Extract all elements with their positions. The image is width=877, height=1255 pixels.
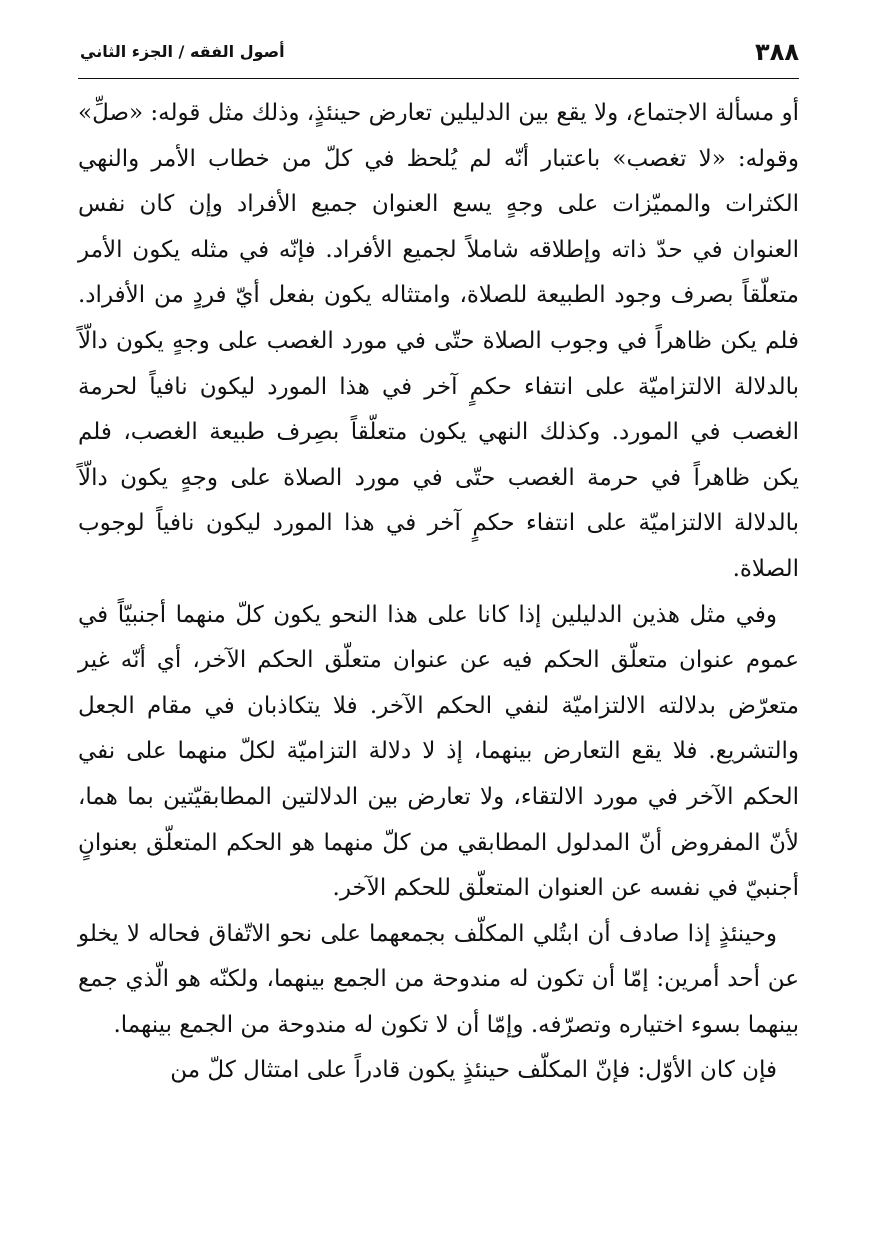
page-number: ٣٨٨ <box>755 38 799 66</box>
page-header <box>78 38 799 79</box>
paragraph: وفي مثل هذين الدليلين إذا كانا على هذا النحو يكون كلّ منهما أجنبيّاً في عموم عنوان متعلّق الحكم فيه عن عنوان متعلّق الحكم الآخر، أي أنّه غير متعرّض بدلالته الالتزاميّة لنفي الحكم الآخر. فلا يتكاذبان في مقام الجعل والتشريع. فلا يقع التعارض بينهما، إذ لا دلالة التزاميّة لكلّ منهما على نفي الحكم الآخر في مورد الالتقاء، ولا تعارض بين الدلالتين المطابقيّتين بما هما، لأنّ المفروض أنّ المدلول المطابقي من كلّ منهما هو الحكم المتعلّق بعنوانٍ أجنبيّ في نفسه عن العنوان المتعلّق للحكم الآخر. <box>78 601 799 902</box>
body-text <box>78 91 799 1094</box>
paragraph: وحينئذٍ إذا صادف أن ابتُلي المكلّف بجمعهما على نحو الاتّفاق فحاله لا يخلو عن أحد أمرين: إمّا أن تكون له مندوحة من الجمع بينهما، ولكنّه هو الّذي جمع بينهما بسوء اختياره وتصرّفه. وإمّا أن لا تكون له مندوحة من الجمع بينهما. <box>78 920 799 1038</box>
paragraph: أو مسألة الاجتماع، ولا يقع بين الدليلين تعارض حينئذٍ، وذلك مثل قوله: «صلِّ» وقوله: «لا تغصب» باعتبار أنّه لم يُلحظ في كلّ من خطاب الأمر والنهي الكثرات والمميّزات على وجهٍ يسع العنوان جميع الأفراد وإن كان نفس العنوان في حدّ ذاته وإطلاقه شاملاً لجميع الأفراد. فإنّه في مثله يكون الأمر متعلّقاً بصرف وجود الطبيعة للصلاة، وامتثاله يكون بفعل أيّ فردٍ من الأفراد. فلم يكن ظاهراً في وجوب الصلاة حتّى في مورد الغصب على وجهٍ يكون دالّاً بالدلالة الالتزاميّة على انتفاء حكمٍ آخر في هذا المورد ليكون نافياً لحرمة الغصب في المورد. وكذلك النهي يكون متعلّقاً بصِرف طبيعة الغصب، فلم يكن ظاهراً في حرمة الغصب حتّى في مورد الصلاة على وجهٍ يكون دالّاً بالدلالة الالتزاميّة على انتفاء حكمٍ آخر في هذا المورد ليكون نافياً لوجوب الصلاة. <box>78 100 799 582</box>
paragraph: فإن كان الأوّل: فإنّ المكلّف حينئذٍ يكون قادراً على امتثال كلّ من <box>170 1057 777 1084</box>
running-title: أصول الفقه / الجزء الثاني <box>80 42 285 61</box>
